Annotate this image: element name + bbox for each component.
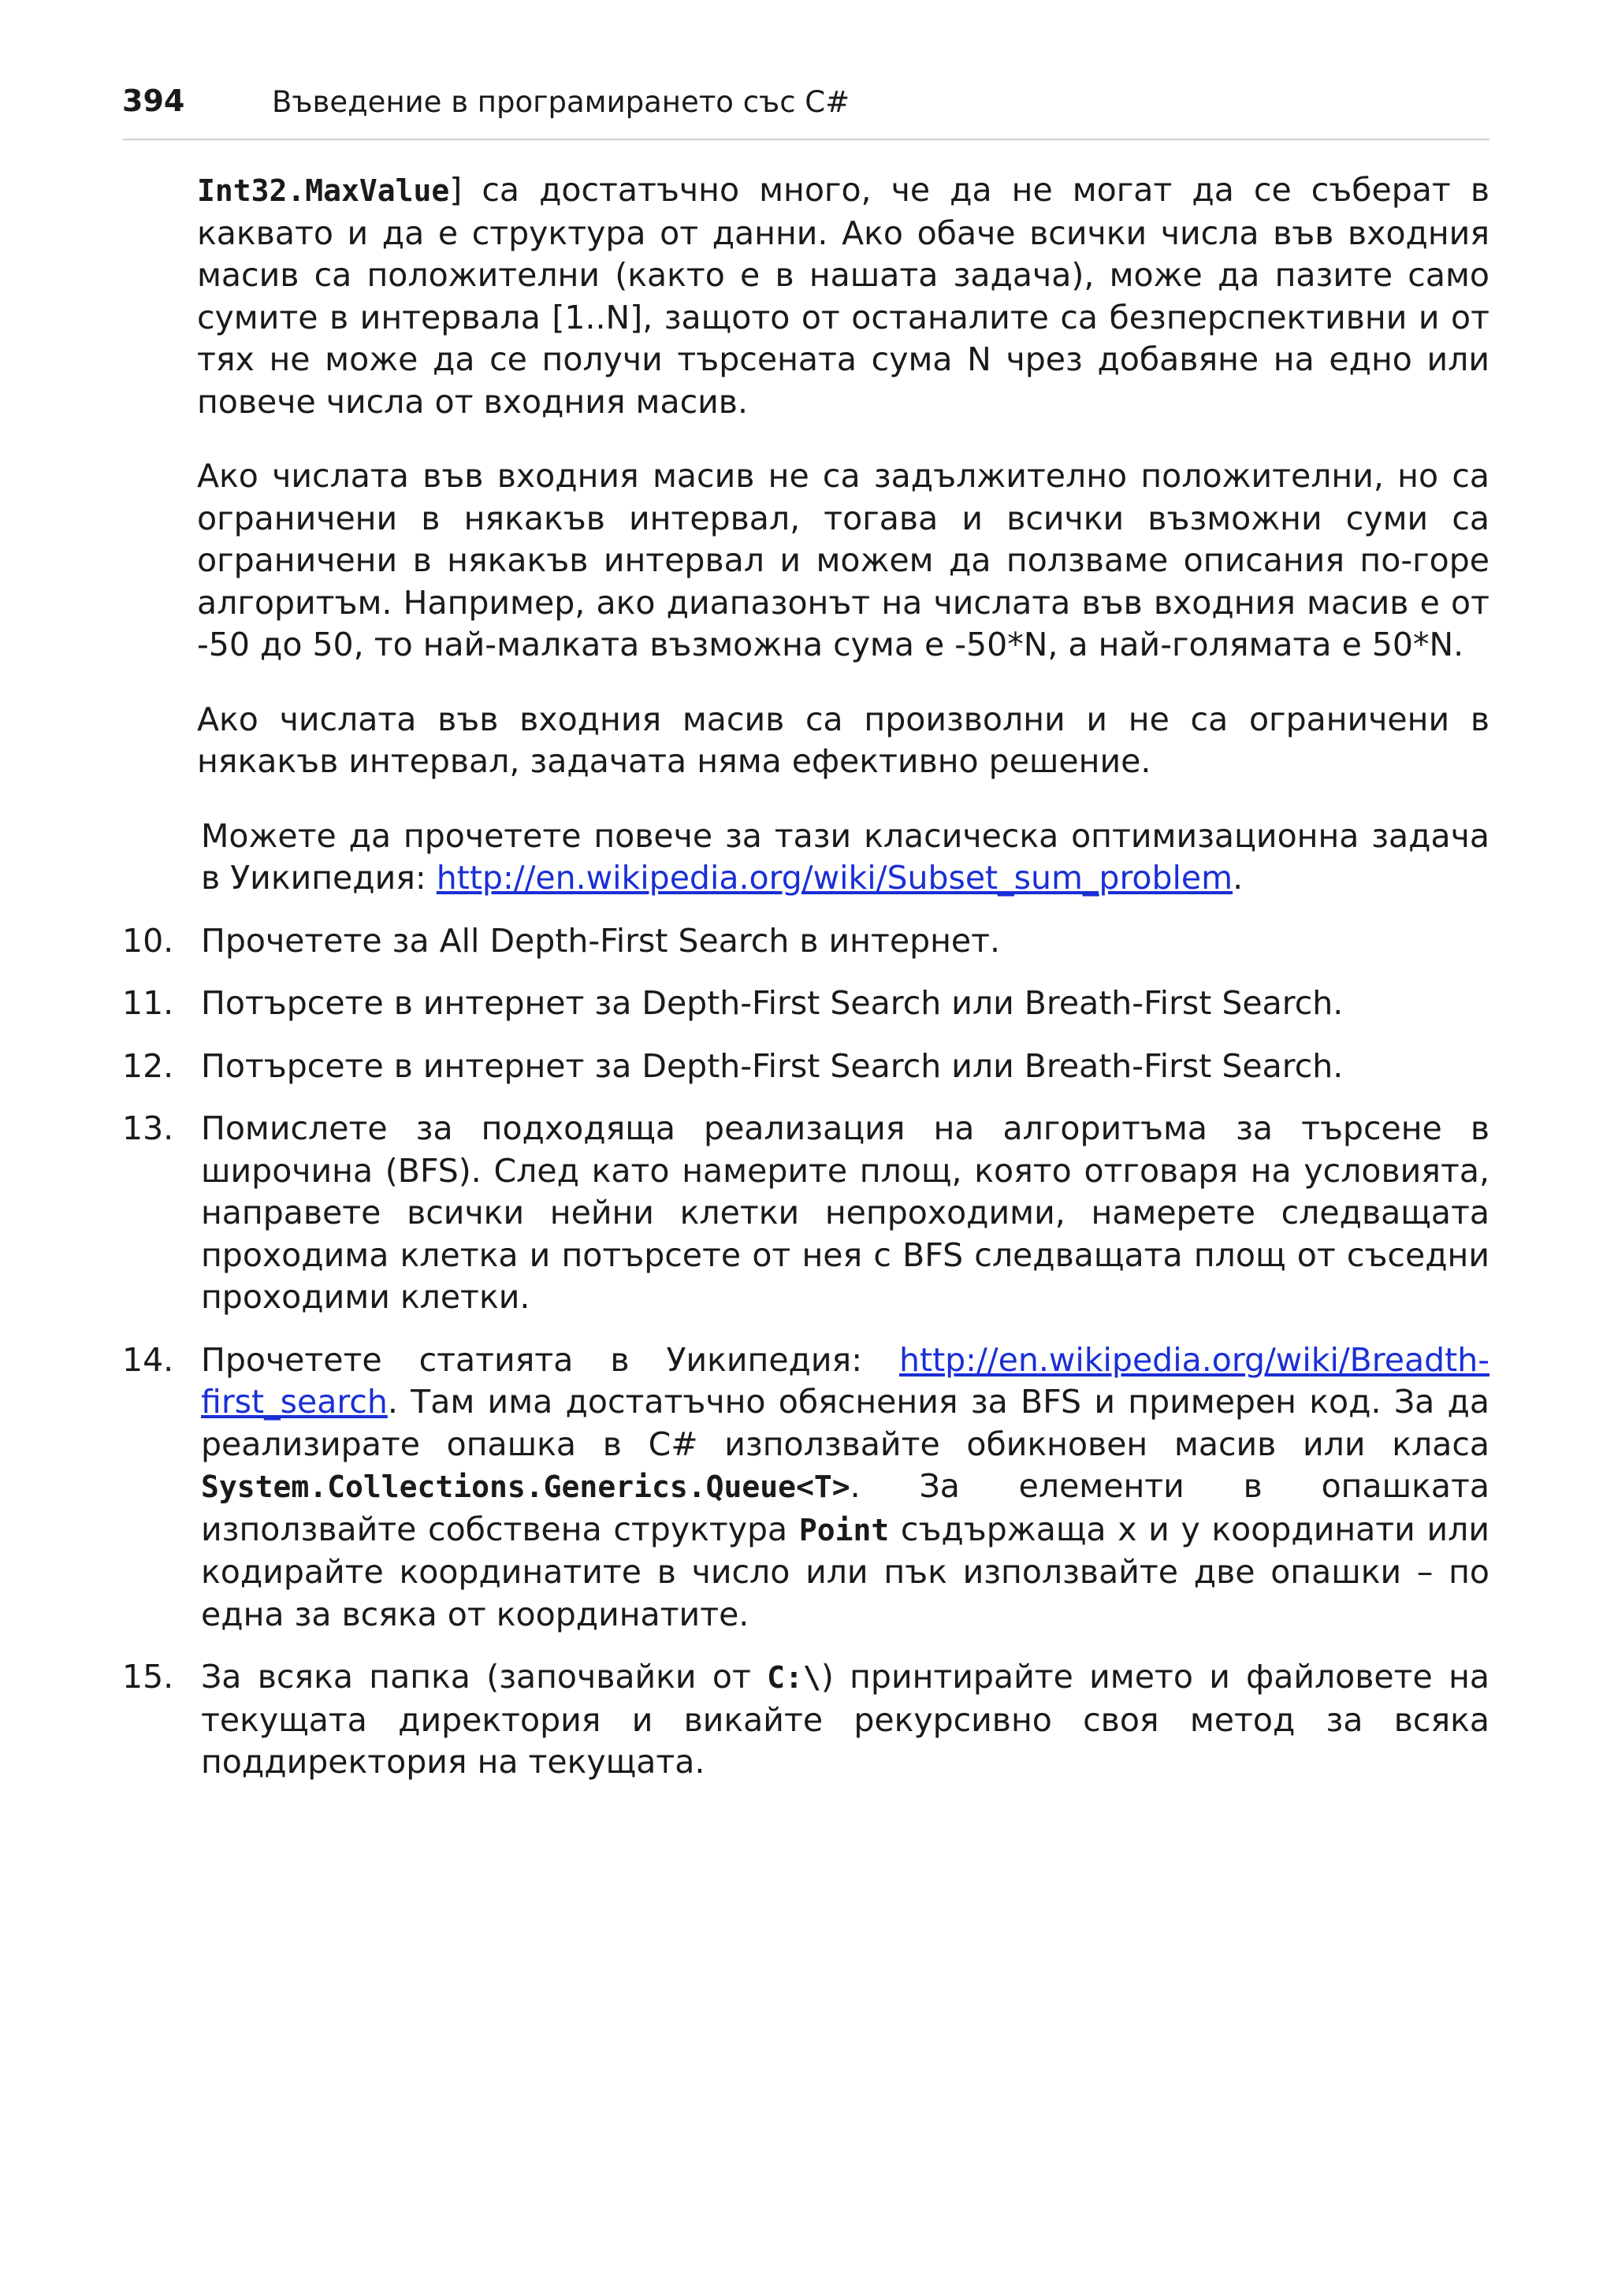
list-item-13 — [122, 1108, 1489, 1319]
book-title: Въведение в програмирането със C# — [272, 85, 850, 119]
item14-text-3: . За елементи в опашката използвайте собствена структура — [201, 1467, 1489, 1548]
list-item-number: 12. — [122, 1046, 174, 1085]
list-item-text: Прочетете за All Depth-First Search в интернет. — [201, 921, 1001, 960]
subset-sum-end: . — [1233, 859, 1244, 897]
list-item-number: 13. — [122, 1109, 174, 1147]
list-item-12 — [122, 1046, 1489, 1088]
bfs-wikipedia-link[interactable]: http://en.wikipedia.org/wiki/Breadth-first_search — [201, 1340, 1489, 1421]
code-c-drive: C:\ — [767, 1660, 821, 1695]
paragraph-arbitrary-numbers: Ако числата във входния масив са произволни и не са ограничени в някакъв интервал, задачата няма ефективно решение. — [197, 700, 1489, 780]
page-header — [122, 76, 1489, 140]
list-item-number: 10. — [122, 921, 174, 960]
list-item-text: Потърсете в интернет за Depth-First Search или Breath-First Search. — [201, 1046, 1344, 1085]
list-item-11 — [122, 983, 1489, 1025]
item14-text-1: Прочетете статията в Уикипедия: — [201, 1340, 900, 1379]
page-content — [122, 169, 1489, 1804]
item14-text-2: . Там има достатъчно обяснения за BFS и примерен код. За да реализирате опашка в C# използвайте обикновен масив или класа — [201, 1383, 1489, 1463]
page-number: 394 — [122, 84, 185, 118]
code-int32-maxvalue: Int32.MaxValue — [197, 173, 450, 208]
list-item-number: 15. — [122, 1658, 174, 1696]
paragraph-wikipedia-subset-sum — [201, 815, 1489, 900]
paragraph-int32-text: ] са достатъчно много, че да не могат да се съберат в каквато и да е структура от данни. Ако обаче всички числа във входния масив са положителни (както е в нашата задача), може да пазите само сумите в интервала [1..N], защото от останалите са безперспективни и от тях не може да се получи търсената сума N чрез добавяне на едно или повече числа от входния масив. — [197, 171, 1489, 421]
subset-sum-link[interactable]: http://en.wikipedia.org/wiki/Subset_sum_problem — [436, 859, 1233, 897]
list-item-text: Потърсете в интернет за Depth-First Search или Breath-First Search. — [201, 984, 1344, 1022]
list-item-number: 14. — [122, 1340, 174, 1379]
list-item-number: 11. — [122, 984, 174, 1022]
code-queue-class: System.Collections.Generics.Queue<T> — [201, 1469, 850, 1504]
list-item-text: Помислете за подходяща реализация на алгоритъма за търсене в широчина (BFS). След като намерите площ, която отговаря на условията, направете всички нейни клетки непроходими, намерете следващата проходима клетка и потърсете от нея с BFS следващата площ от съседни проходими клетки. — [201, 1109, 1489, 1316]
list-item-14 — [122, 1339, 1489, 1637]
item14-text-4: съдържаща x и y координати или кодирайте координатите в число или пък използвайте две опашки – по една за всяка от координатите. — [201, 1510, 1490, 1633]
list-item-10 — [122, 920, 1489, 963]
list-item-15 — [122, 1656, 1489, 1784]
paragraph-int32-range — [197, 169, 1489, 423]
code-point-struct: Point — [798, 1512, 890, 1547]
item15-text-1: За всяка папка (започвайки от — [201, 1658, 768, 1696]
paragraph-bounded-interval: Ако числата във входния масив не са задължително положителни, но са ограничени в някакъв интервал, тогава и всички възможни суми са ограничени в някакъв интервал и можем да ползваме описания по-горе алгоритъм. Например, ако диапазонът на числата във входния масив е от -50 до 50, то най-малката възможна сума е -50*N, а най-голямата е 50*N. — [197, 457, 1489, 663]
subset-sum-text: Можете да прочетете повече за тази класическа оптимизационна задача в Уикипедия: — [201, 816, 1489, 897]
item15-text-2: ) принтирайте името и файловете на текущата директория и викайте рекурсивно своя метод за всяка поддиректория на текущата. — [201, 1658, 1489, 1781]
